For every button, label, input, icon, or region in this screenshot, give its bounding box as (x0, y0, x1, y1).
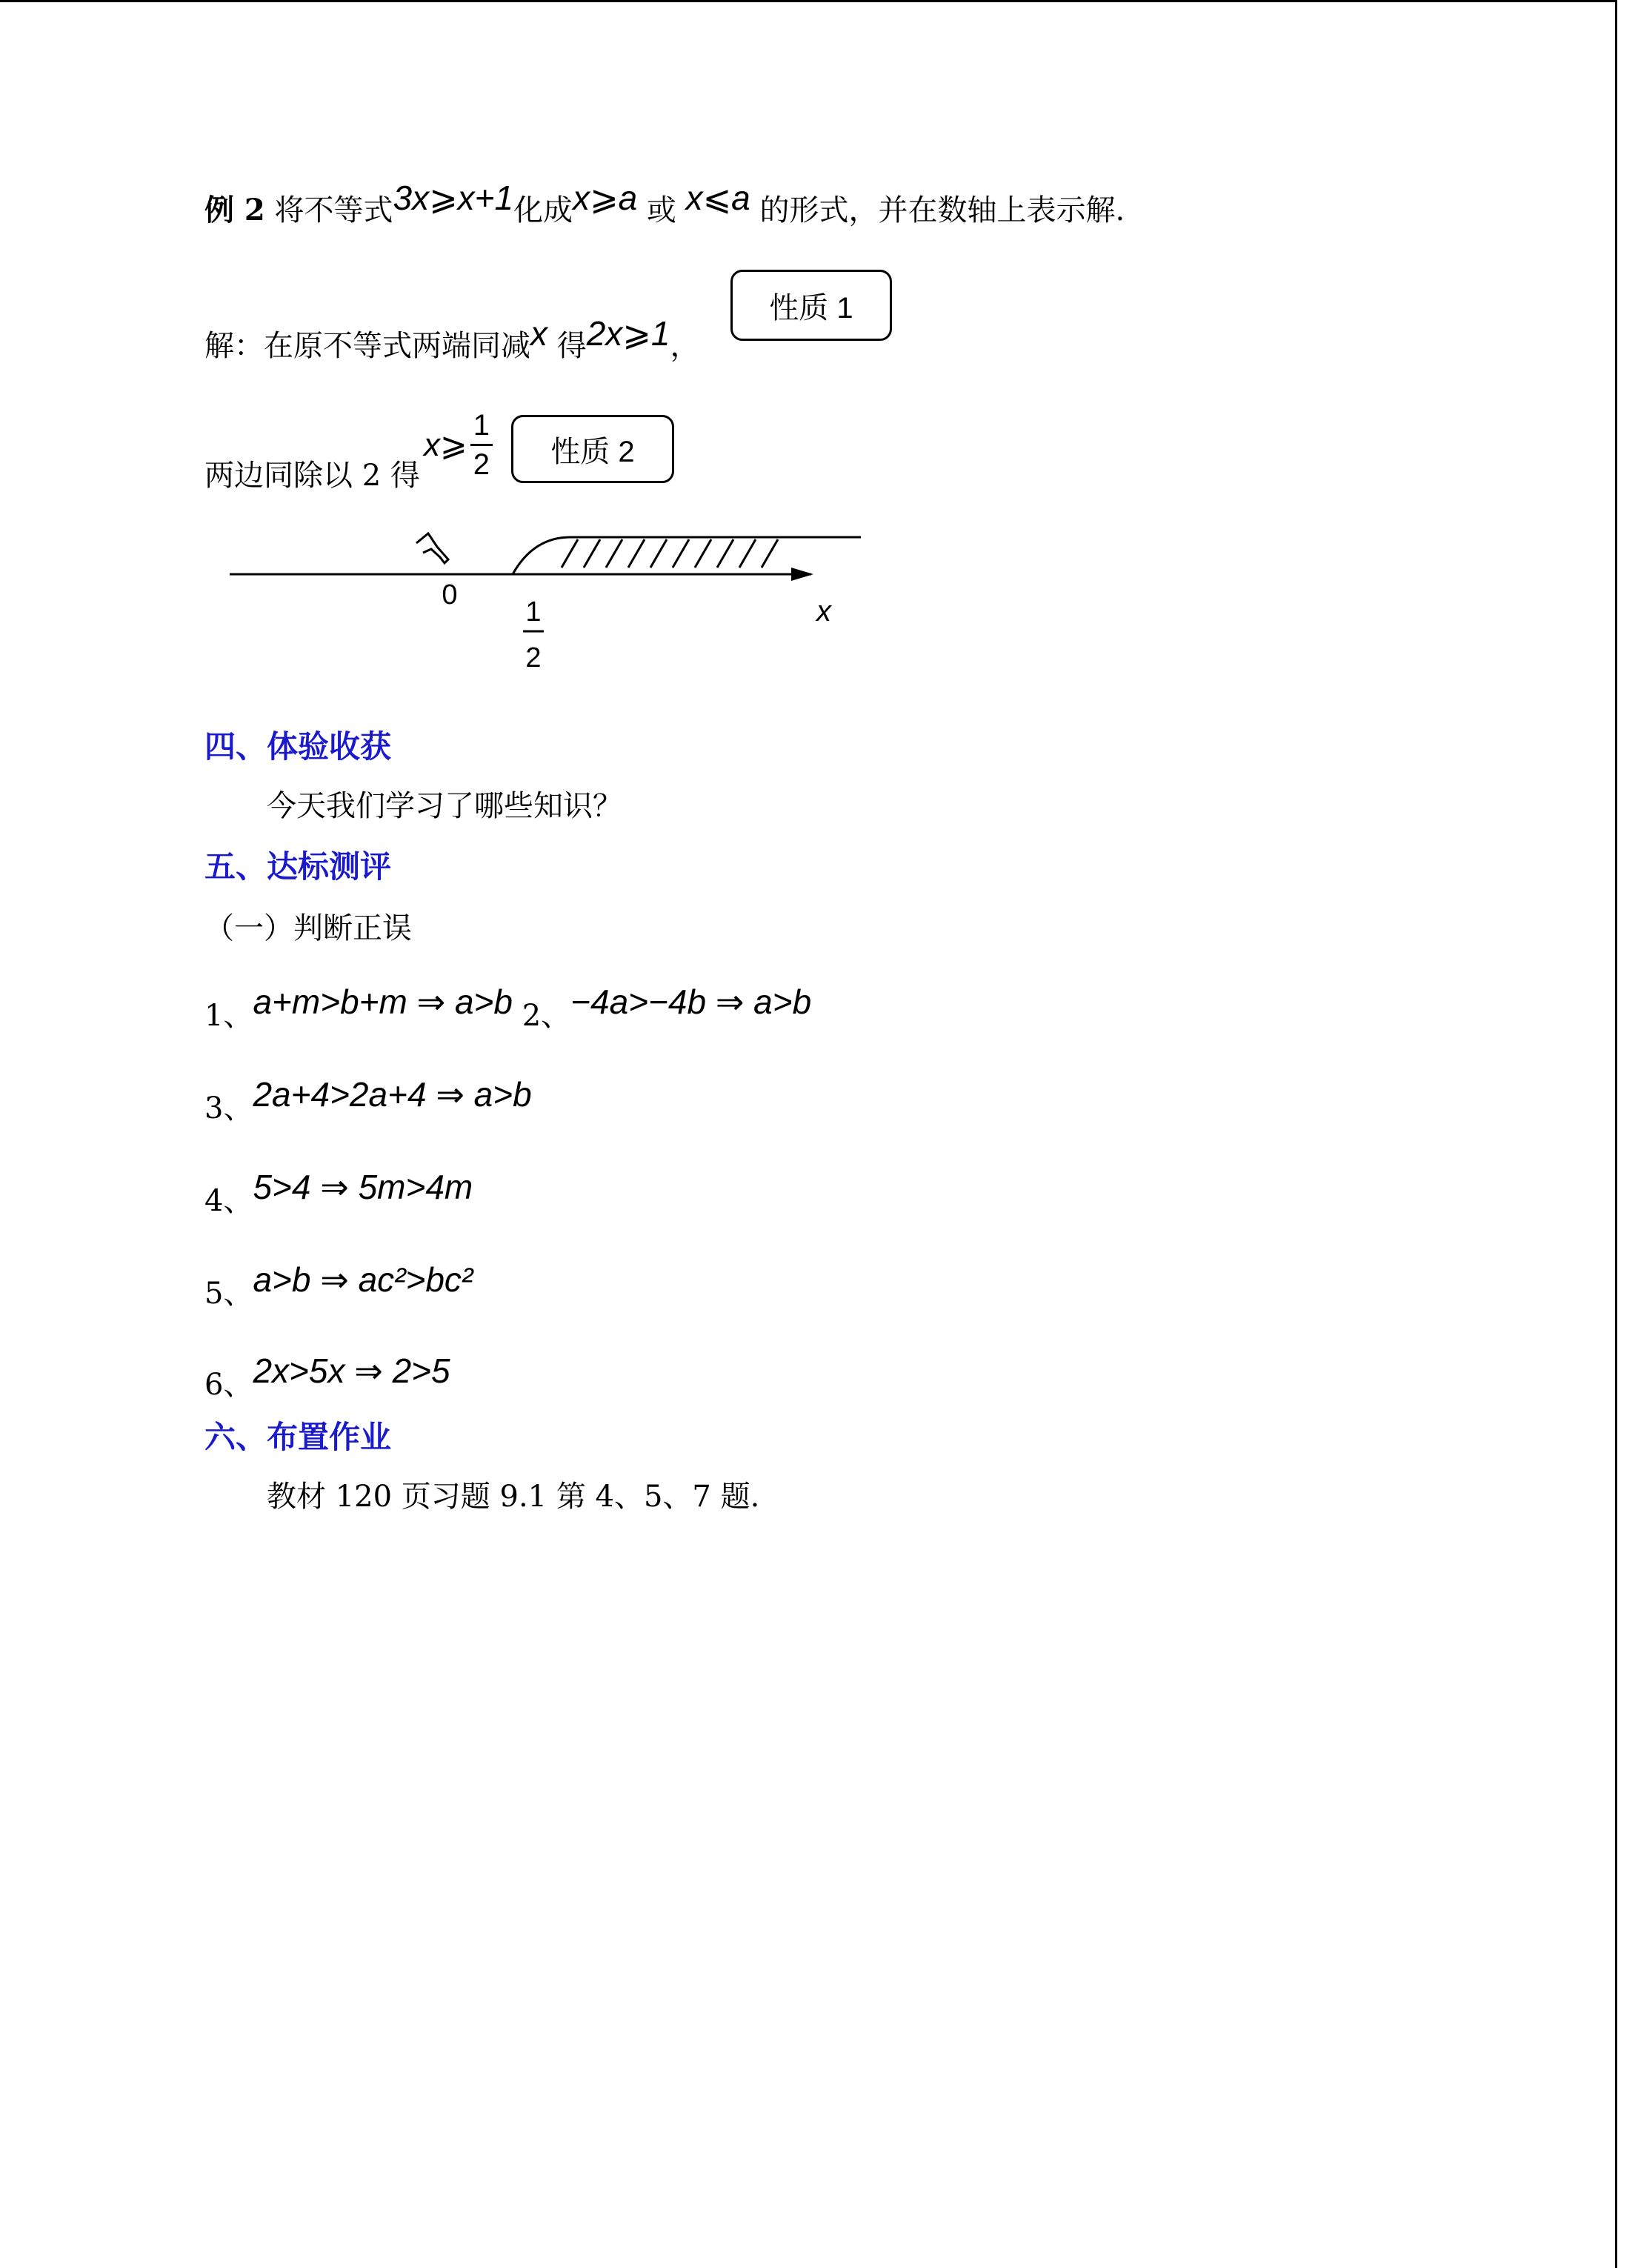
property-2-box (511, 415, 674, 483)
solution-text-2: 得 (556, 329, 587, 363)
solution-step2-fraction (470, 409, 493, 481)
item-expression: 5>4 ⇒ 5m>4m (253, 1168, 473, 1206)
section-5-heading: 五、达标测评 (204, 848, 392, 885)
hatch-line (717, 539, 733, 568)
hatch-line (762, 539, 778, 568)
property-1-label: 性质 1 (769, 291, 853, 325)
section-6-text: 教材 120 页习题 9.1 第 4、5、7 题. (267, 1480, 760, 1514)
hatch-line (628, 539, 645, 568)
zero-label: 0 (442, 579, 458, 611)
solution-step-1 (204, 311, 699, 368)
hatch-line (739, 539, 756, 568)
half-denominator: 2 (525, 642, 542, 674)
item-number: 4、 (204, 1184, 253, 1218)
solution-step2-math (424, 400, 493, 489)
fraction-numerator: 1 (473, 408, 490, 442)
item-number: 6、 (204, 1368, 253, 1402)
number-line (222, 519, 889, 696)
item-number: 1、 (204, 999, 253, 1033)
solution-text-3: ， (670, 329, 700, 363)
axis-arrowhead (791, 568, 813, 581)
example-text-3: 或 (646, 193, 676, 227)
hatch-line (673, 539, 689, 568)
item-expression: −4a>−4b ⇒ a>b (570, 982, 812, 1021)
property-2-label: 性质 2 (550, 435, 635, 468)
example-math-2: x⩾a (573, 179, 638, 217)
example-text-1: 将不等式 (274, 193, 393, 227)
solution-step2-text: 两边同除以 2 得 (204, 459, 420, 493)
list-item (204, 1349, 450, 1407)
list-item (204, 980, 811, 1038)
fraction-denominator: 2 (473, 448, 490, 481)
fraction-bar (470, 444, 493, 446)
item-number: 5、 (204, 1277, 253, 1311)
hatch-line (606, 539, 622, 568)
item-expression: 2x>5x ⇒ 2>5 (253, 1351, 450, 1390)
hatch-line (562, 539, 578, 568)
example-line (204, 176, 1125, 233)
solution-step-2 (204, 453, 420, 498)
solution-math-2: 2x⩾1 (586, 314, 670, 353)
section-6-heading: 六、布置作业 (204, 1419, 392, 1455)
property-1-box (730, 270, 892, 341)
solution-math-1: x (530, 314, 547, 353)
example-math-3: x⩽a (685, 179, 750, 217)
solution-text-1: 解：在原不等式两端同减 (204, 329, 530, 363)
item-number: 2、 (522, 999, 571, 1033)
section-4-heading: 四、体验收获 (204, 728, 392, 765)
solution-step2-var: x⩾ (424, 426, 467, 463)
section-5-subheading: （一）判断正误 (204, 911, 412, 945)
hatch-line (695, 539, 711, 568)
item-expression: 2a+4>2a+4 ⇒ a>b (253, 1075, 532, 1114)
hatch-line (584, 539, 600, 568)
item-expression: a+m>b+m ⇒ a>b (253, 982, 513, 1021)
item-number: 3、 (204, 1091, 253, 1125)
zero-marker-icon (416, 533, 448, 563)
example-text-2: 化成 (513, 193, 573, 227)
example-label: 例 2 (204, 193, 265, 227)
half-numerator: 1 (525, 596, 542, 628)
item-expression: a>b ⇒ ac²>bc² (253, 1260, 473, 1299)
solution-hatching (562, 539, 778, 568)
hatch-line (650, 539, 667, 568)
example-math-1: 3x⩾x+1 (393, 179, 514, 217)
list-item (204, 1165, 473, 1223)
list-item (204, 1257, 473, 1316)
example-text-4: 的形式，并在数轴上表示解. (759, 193, 1125, 227)
axis-label: x (816, 595, 831, 628)
list-item (204, 1072, 532, 1131)
section-4-text: 今天我们学习了哪些知识？ (267, 789, 622, 823)
